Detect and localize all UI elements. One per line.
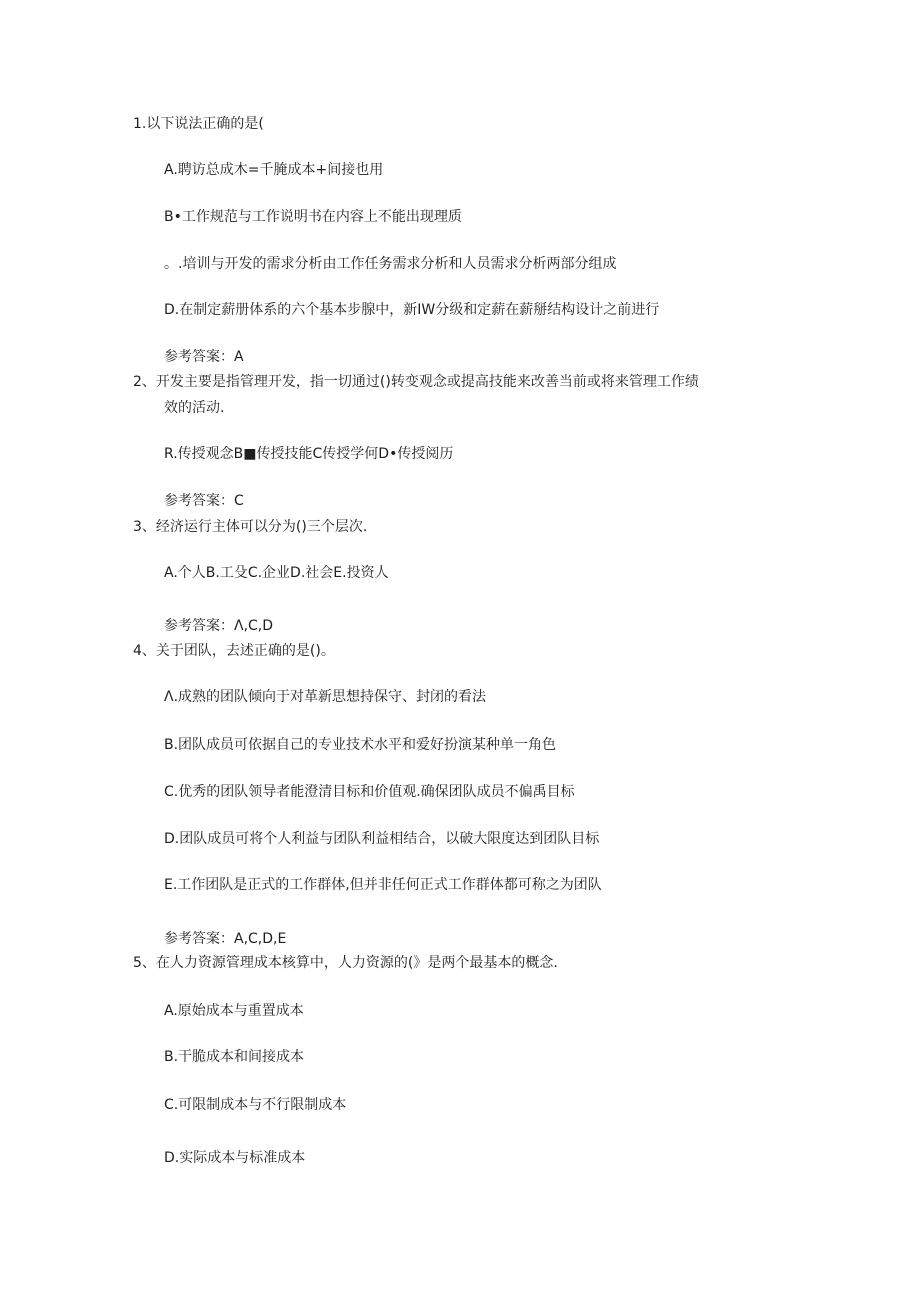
- question-1-stem: 1.以下说法正确的是(: [133, 116, 264, 132]
- question-4-option-d: D.团队成员可将个人利益与团队利益相结合，以破大限度达到团队目标: [164, 831, 600, 847]
- question-1-option-a: A.聘访总成木=千腌成本+间接也用: [164, 162, 384, 178]
- question-5-option-c: C.可限制成本与不行限制成本: [164, 1097, 347, 1113]
- question-1-answer: 参考答案：A: [164, 349, 244, 365]
- question-4-option-b: B.团队成员可依据自己的专业技术水平和爱好扮演某种单一角色: [164, 737, 557, 753]
- question-2-stem: 2、开发主要是指管理开发，指一切通过()转变观念或提高技能来改善当前或将来管理工作绩: [133, 374, 699, 390]
- question-3-answer: 参考答案：Λ,C,D: [164, 618, 274, 634]
- question-5-option-b: B.干脆成本和间接成本: [164, 1049, 305, 1065]
- question-4-option-a: Λ.成熟的团队倾向于对革新思想持保守、封闭的看法: [164, 689, 487, 705]
- question-1-option-d: D.在制定薪册体系的六个基本步腺中，新IW分级和定薪在薪掰结构设计之前进行: [164, 302, 660, 318]
- question-2-stem-continuation: 效的活动.: [164, 400, 225, 416]
- question-4-option-c: C.优秀的团队领导者能澄清目标和价值观.确保团队成员不偏禹目标: [164, 784, 575, 800]
- question-5-option-a: A.原始成本与重置成本: [164, 1003, 304, 1019]
- question-3-options: A.个人B.工殳C.企业D.社会E.投资人: [164, 565, 389, 581]
- question-4-stem: 4、关于团队，去述正确的是()。: [133, 643, 335, 659]
- question-5-stem: 5、在人力资源管理成本核算中，人力资源的(》是两个最基本的概念.: [133, 955, 558, 971]
- question-2-answer: 参考答案：C: [164, 493, 244, 509]
- question-2-options: R.传授观念B■传授技能C传授学何D•传授阅历: [164, 446, 454, 462]
- question-4-option-e: E.工作团队是正式的工作群体,但并非任何正式工作群体都可称之为团队: [164, 877, 602, 893]
- question-1-option-c: 。.培训与开发的需求分析由工作任务需求分析和人员需求分析两部分组成: [164, 256, 617, 272]
- question-5-option-d: D.实际成本与标准成本: [164, 1150, 306, 1166]
- question-1-option-b: B•工作规范与工作说明书在内容上不能出现理质: [164, 209, 462, 225]
- question-4-answer: 参考答案：A,C,D,E: [164, 931, 287, 947]
- question-3-stem: 3、经济运行主体可以分为()三个层次.: [133, 519, 368, 535]
